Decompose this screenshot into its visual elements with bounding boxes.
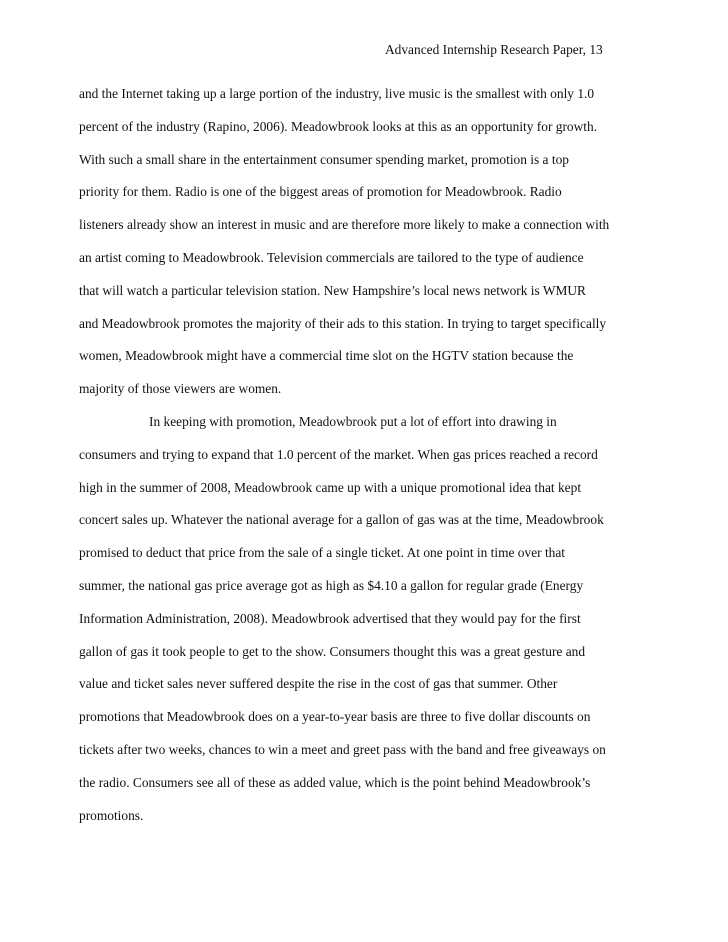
text-line: high in the summer of 2008, Meadowbrook came up with a unique promotional idea that kept xyxy=(79,479,582,495)
text-line: priority for them. Radio is one of the biggest areas of promotion for Meadowbrook. Radio xyxy=(79,184,562,200)
text-line: Information Administration, 2008). Meadowbrook advertised that they would pay for the first xyxy=(79,610,581,626)
text-line: promised to deduct that price from the sale of a single ticket. At one point in time over that xyxy=(79,545,566,561)
text-line: majority of those viewers are women. xyxy=(79,381,282,397)
text-line: summer, the national gas price average got as high as $4.10 a gallon for regular grade (Energy xyxy=(79,577,584,593)
text-line: value and ticket sales never suffered despite the rise in the cost of gas that summer. Other xyxy=(79,676,558,692)
text-line: that will watch a particular television station. New Hampshire’s local news network is WMUR xyxy=(79,282,586,298)
text-line: and Meadowbrook promotes the majority of their ads to this station. In trying to target specifically xyxy=(79,315,607,331)
running-head: Advanced Internship Research Paper, 13 xyxy=(385,42,603,57)
text-line: women, Meadowbrook might have a commercial time slot on the HGTV station because the xyxy=(79,348,574,364)
text-line: percent of the industry (Rapino, 2006). Meadowbrook looks at this as an opportunity for growth. xyxy=(79,118,598,134)
text-line: the radio. Consumers see all of these as added value, which is the point behind Meadowbrook’s xyxy=(79,774,591,790)
text-line: With such a small share in the entertainment consumer spending market, promotion is a top xyxy=(79,151,569,167)
text-line: an artist coming to Meadowbrook. Television commercials are tailored to the type of audience xyxy=(79,249,584,265)
text-line: promotions that Meadowbrook does on a year-to-year basis are three to five dollar discounts on xyxy=(79,709,591,725)
text-line: consumers and trying to expand that 1.0 percent of the market. When gas prices reached a record xyxy=(79,446,598,462)
body-text xyxy=(79,84,679,838)
text-line: gallon of gas it took people to get to the show. Consumers thought this was a great gesture and xyxy=(79,643,586,659)
text-line: tickets after two weeks, chances to win a meet and greet pass with the band and free giveaways on xyxy=(79,741,606,757)
text-line: promotions. xyxy=(79,807,144,823)
text-line: concert sales up. Whatever the national average for a gallon of gas was at the time, Meadowbrook xyxy=(79,512,604,528)
text-line: listeners already show an interest in music and are therefore more likely to make a connection with xyxy=(79,217,610,233)
paragraph-first-line: In keeping with promotion, Meadowbrook put a lot of effort into drawing in xyxy=(149,413,557,429)
text-line: and the Internet taking up a large portion of the industry, live music is the smallest with only 1.0 xyxy=(79,86,595,101)
